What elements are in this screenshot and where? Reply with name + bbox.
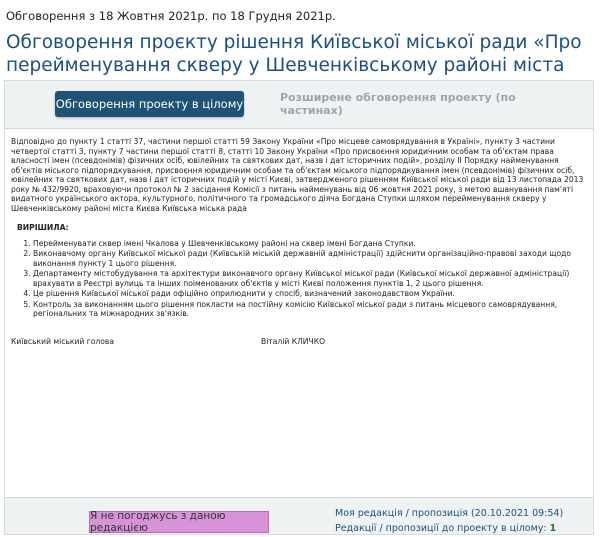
my-edit-link[interactable]: Моя редакція / пропозиція (20.10.2021 09:54) <box>335 508 564 519</box>
tab-extended-discussion[interactable]: Розширене обговорення проекту (по частинах) <box>280 91 516 117</box>
edits-count[interactable]: 1 <box>549 523 557 534</box>
list-item: 1. Перейменувати сквер імені Чкалова у Шевченківському районі на сквер імені Богдана Ступки. <box>33 239 587 249</box>
list-item: 3. Департаменту містобудування та архітектури виконавчого органу Київської міської ради (Київської міської державної адміністрації) врахувати в Реєстрі вулиць та інших поіменованих об'єктів у місті Києві положення пунктів 1, 2 цього рішення. <box>33 269 587 288</box>
signer-role: Київський міський голова <box>11 336 115 346</box>
signer-name: Віталій КЛИЧКО <box>261 336 326 346</box>
decision-list <box>33 239 587 319</box>
edits-label[interactable]: Редакції / пропозиції до проекту в цілому: <box>335 523 547 534</box>
list-item: 5. Контроль за виконанням цього рішення покласти на постійну комісію Київської міської ради з питань місцевого самоврядування, регіональних та міжнародних зв'язків. <box>33 300 587 319</box>
page-title: Обговорення проєкту рішення Київської міської ради «Про перейменування скверу у Шевченківському районі міста <box>6 32 582 76</box>
signature-line <box>11 337 587 349</box>
tab-whole-project[interactable]: Обговорення проекту в цілому <box>55 91 244 117</box>
resolved-heading: ВИРІШИЛА: <box>17 223 69 232</box>
document-preamble: Відповідно до пункту 1 статті 37, частини першої статті 59 Закону України «Про місцеве самоврядування в Україні», пункту 3 частини четвертої статті 3, пункту 7 частини першої статті 8, статті 10 Закону України «Про присвоєння юридичним особам та об'єктам права власності імен (псевдонімів) фізичних осіб, ювілейних та святкових дат, назв і дат історичних подій», розділу ІІ Порядку найменування об'єктів міського підпорядкування, присвоєння юридичним особам та об'єктам міського підпорядкування імен (псевдонімів) фізичних осіб, ювілейних та святкових дат, назв і дат історичних подій у місті Києві, затвердженого рішенням Київської міської ради від 13 листопада 2013 року № 432/9920, враховуючи протокол № 2 засідання Комісії з питань найменувань від 06 жовтня 2021 року, з метою вшанування пам'яті видатного українського актора, культурного, політичного та громадського діяча Богдана Ступки шляхом перейменування скверу у Шевченківському районі міста Києва Київська міська рада <box>11 137 584 213</box>
list-item: 4. Це рішення Київської міської ради офіційно оприлюднити у спосіб, визначений законодавством України. <box>33 289 587 299</box>
discussion-panel <box>4 80 594 535</box>
edits-count-link[interactable] <box>335 523 556 534</box>
list-item: 2. Виконавчому органу Київської міської ради (Київській міській державній адміністрації) здійснити організаційно-правові заходи щодо виконання пункту 1 цього рішення. <box>33 249 587 268</box>
disagree-button[interactable]: Я не погоджусь з даною редакцією <box>89 511 269 533</box>
discussion-period: Обговорення з 18 Жовтня 2021р. по 18 Грудня 2021р. <box>6 9 336 23</box>
document-text <box>5 128 593 498</box>
